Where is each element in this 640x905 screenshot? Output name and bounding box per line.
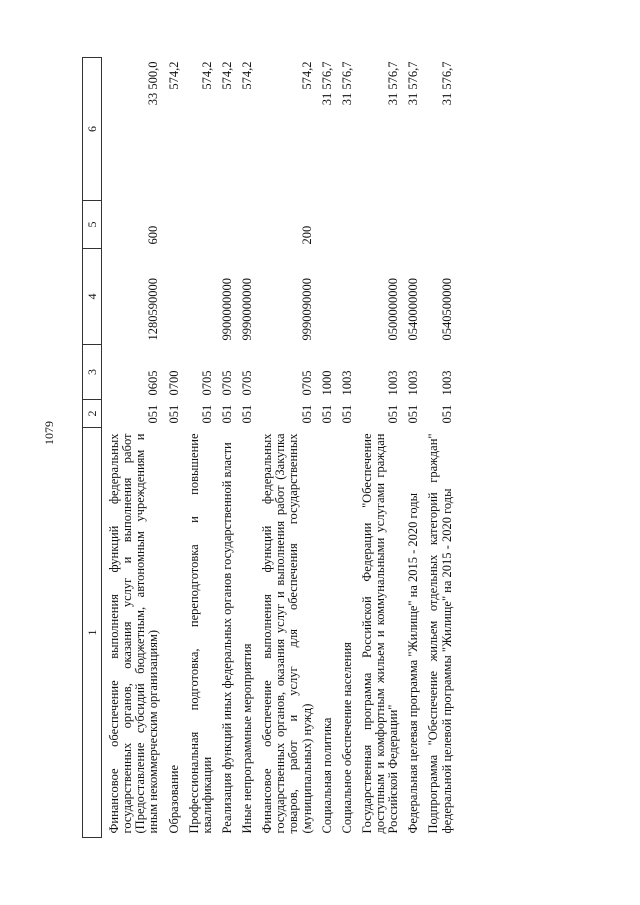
- row-col5: [165, 201, 185, 249]
- header-col-4: 4: [83, 249, 102, 345]
- header-col-1: 1: [83, 428, 102, 838]
- row-col6: 574,2: [240, 61, 254, 90]
- row-col2: 051: [439, 404, 454, 424]
- row-col6: 31 576,7: [439, 61, 454, 106]
- row-col6: 31 576,7: [319, 61, 334, 106]
- row-col4: [185, 249, 218, 345]
- row-col4: [165, 249, 185, 345]
- row-col5: 200: [299, 225, 314, 245]
- header-row: [83, 58, 102, 838]
- row-col3: 1003: [339, 370, 354, 396]
- row-col3: 0605: [146, 370, 161, 396]
- row-name: Финансовое обеспечение выполнения функций федеральных государственных органов, оказания услуг и выполнения работ (Предоставление субсидий бюджетным, автономным учреждениям и иным некоммерческим организациям): [107, 433, 161, 834]
- table-row: [238, 58, 258, 838]
- row-col6: 574,2: [199, 61, 214, 90]
- table-row: [102, 58, 165, 838]
- row-col6: 574,2: [166, 61, 181, 90]
- row-name: Федеральная целевая программа "Жилище" на 2015 - 2020 годы: [406, 492, 421, 834]
- row-col5: [185, 201, 218, 249]
- table-body: [102, 58, 458, 838]
- row-col6: 574,2: [299, 61, 314, 90]
- row-col5: [238, 201, 258, 249]
- row-name: Социальная политика: [319, 717, 334, 834]
- row-col3: 0705: [219, 370, 234, 396]
- row-col2: 051: [146, 404, 161, 424]
- row-col3: 1003: [406, 370, 421, 396]
- row-name: Государственная программа Российской Федерации "Обеспечение доступным и комфортным жильем и коммунальными услугами граждан Российской Федерации": [359, 433, 401, 834]
- header-col-3: 3: [83, 345, 102, 400]
- table-row: [258, 58, 318, 838]
- row-col4: 1280590000: [146, 278, 161, 341]
- row-col6: 574,2: [219, 61, 234, 90]
- row-col5: [218, 201, 238, 249]
- table-row: [358, 58, 404, 838]
- row-col4: [318, 249, 338, 345]
- row-col4: 0540500000: [439, 278, 454, 341]
- rotated-table-wrapper: [82, 58, 542, 838]
- table-row: [318, 58, 338, 838]
- row-col5: 600: [146, 225, 161, 245]
- row-col6: 31 576,7: [406, 61, 421, 106]
- table-row: [218, 58, 238, 838]
- row-name: Иные непрограммные мероприятия: [240, 643, 254, 834]
- page-number: 1079: [42, 421, 56, 445]
- budget-table: [82, 57, 458, 838]
- row-col2: 051: [199, 404, 214, 424]
- row-col5: [404, 201, 424, 249]
- row-name: Профессиональная подготовка, переподготовка и повышение квалификации: [186, 433, 214, 834]
- row-col6: 33 500,0: [146, 61, 161, 106]
- row-col4: 0540000000: [406, 278, 421, 341]
- table-row: [338, 58, 358, 838]
- row-col5: [338, 201, 358, 249]
- row-col2: 051: [299, 404, 314, 424]
- row-col6: 31 576,7: [339, 61, 354, 106]
- row-col2: 051: [339, 404, 354, 424]
- row-name: Подпрограмма "Обеспечение жильем отдельных категорий граждан" федеральной целевой программы "Жилище" на 2015 - 2020 годы: [426, 433, 454, 834]
- row-col3: 0705: [199, 370, 214, 396]
- row-col6: 31 576,7: [386, 61, 401, 106]
- row-col2: 051: [386, 404, 401, 424]
- header-col-2: 2: [83, 400, 102, 428]
- row-col3: 1000: [319, 370, 334, 396]
- row-name: Реализация функций иных федеральных органов государственной власти: [219, 442, 234, 834]
- table-row: [404, 58, 424, 838]
- row-col3: 1003: [386, 370, 401, 396]
- row-col5: [424, 201, 457, 249]
- row-col2: 051: [319, 404, 334, 424]
- row-col4: 9900000000: [219, 278, 234, 341]
- header-col-5: 5: [83, 201, 102, 249]
- row-name: Социальное обеспечение населения: [339, 642, 354, 834]
- row-name: Образование: [166, 764, 181, 834]
- row-col4: 0500000000: [386, 278, 401, 341]
- table-row: [185, 58, 218, 838]
- row-col2: 051: [219, 404, 234, 424]
- row-col5: [358, 201, 404, 249]
- table-header: [83, 58, 102, 838]
- table-row: [424, 58, 457, 838]
- row-col4: 9990090000: [299, 278, 314, 341]
- table-row: [165, 58, 185, 838]
- row-col3: 0705: [299, 370, 314, 396]
- row-col2: 051: [406, 404, 421, 424]
- row-col2: 051: [240, 404, 254, 424]
- row-col3: 0705: [240, 370, 254, 396]
- row-col3: 1003: [439, 370, 454, 396]
- row-col4: 9990000000: [240, 278, 254, 341]
- row-col2: 051: [166, 404, 181, 424]
- row-col4: [338, 249, 358, 345]
- header-col-6: 6: [83, 58, 102, 201]
- row-col5: [318, 201, 338, 249]
- row-name: Финансовое обеспечение выполнения функций федеральных государственных органов, оказания услуг и выполнения работ (Закупка товаров, работ и услуг для обеспечения государственных (муниципальных) нужд): [260, 433, 314, 834]
- row-col3: 0700: [166, 370, 181, 396]
